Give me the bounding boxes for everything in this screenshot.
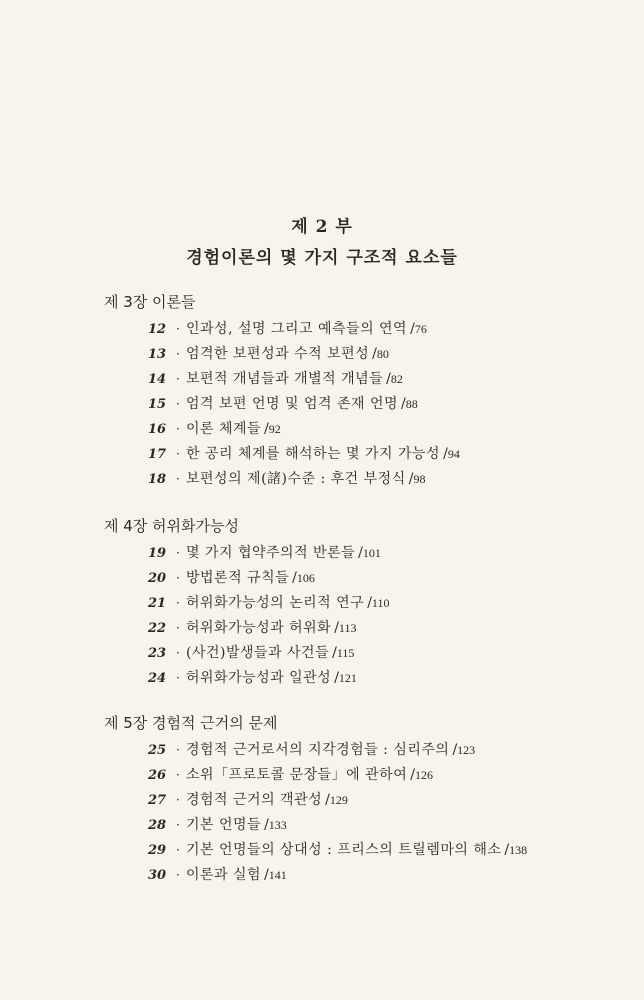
page-number: 101 — [362, 546, 381, 560]
section-number: 27 — [148, 793, 167, 808]
toc-entry — [148, 789, 348, 811]
section-number: 18 — [148, 472, 167, 487]
toc-entry — [148, 567, 315, 589]
section-title: 허위화가능성의 논리적 연구 — [186, 595, 365, 611]
bullet-dot: · — [176, 843, 180, 857]
section-number: 26 — [148, 768, 167, 783]
section-number: 29 — [148, 843, 167, 858]
bullet-dot: · — [176, 422, 180, 436]
page-separator: / — [367, 595, 372, 611]
page-separator: / — [386, 371, 391, 387]
page-separator: / — [264, 867, 269, 883]
section-number: 28 — [148, 818, 167, 833]
page-separator: / — [410, 321, 415, 337]
bullet-dot: · — [176, 571, 180, 585]
page-separator: / — [504, 842, 510, 858]
bullet-dot: · — [176, 671, 180, 685]
part-number: 제 2 부 — [291, 217, 353, 237]
page-number: 92 — [268, 422, 281, 436]
bullet-dot: · — [176, 372, 180, 386]
page-number: 123 — [457, 743, 476, 757]
page-number: 98 — [413, 472, 426, 486]
bullet-dot: · — [176, 546, 180, 560]
toc-entry — [148, 764, 433, 786]
page-separator: / — [325, 792, 330, 808]
section-number: 12 — [148, 322, 167, 337]
section-number: 15 — [148, 397, 167, 412]
page-number: 80 — [376, 347, 389, 361]
page-separator: / — [264, 817, 269, 833]
toc-entry — [148, 542, 381, 564]
toc-entry — [148, 667, 357, 689]
section-number: 23 — [148, 646, 167, 661]
page-number: 110 — [371, 596, 390, 610]
page-separator: / — [408, 471, 414, 487]
section-title: 소위「프로토콜 문장들」에 관하여 — [186, 767, 408, 783]
section-title: 엄격 보편 언명 및 엄격 존재 언명 — [186, 396, 399, 412]
section-number: 25 — [148, 743, 167, 758]
page-number: 129 — [329, 793, 348, 807]
section-title: 방법론적 규칙들 — [186, 570, 290, 586]
section-number: 19 — [148, 546, 167, 561]
section-title: 보편성의 제(諸)수준 : 후건 부정식 — [186, 471, 406, 487]
page-separator: / — [410, 767, 415, 783]
section-number: 24 — [148, 671, 167, 686]
page-number: 106 — [296, 571, 315, 585]
toc-entry — [148, 642, 354, 664]
bullet-dot: · — [176, 621, 180, 635]
section-title: 이론과 실험 — [186, 867, 262, 883]
toc-entry — [148, 468, 425, 490]
section-title: 기본 언명들 — [186, 817, 262, 833]
page-number: 121 — [338, 671, 357, 685]
chapter-title: 제 4장 허위화가능성 — [104, 517, 240, 535]
page-number: 76 — [414, 322, 427, 336]
page-number: 94 — [447, 447, 460, 461]
section-title: 경험적 근거의 객관성 — [186, 792, 323, 808]
page-separator: / — [264, 421, 269, 437]
page-separator: / — [452, 742, 458, 758]
page-number: 126 — [414, 768, 433, 782]
page-separator: / — [334, 670, 339, 686]
bullet-dot: · — [176, 743, 180, 757]
section-number: 16 — [148, 422, 167, 437]
section-title: 몇 가지 협약주의적 반론들 — [186, 545, 356, 561]
page-separator: / — [334, 620, 339, 636]
bullet-dot: · — [176, 768, 180, 782]
toc-entry — [148, 368, 403, 390]
page-separator: / — [358, 545, 363, 561]
page-number: 133 — [268, 818, 287, 832]
toc-entry — [148, 592, 389, 614]
toc-entry — [148, 418, 281, 440]
page-number: 115 — [336, 646, 355, 660]
page-number: 113 — [338, 621, 357, 635]
section-number: 20 — [148, 571, 167, 586]
bullet-dot: · — [176, 793, 180, 807]
toc-entry — [148, 443, 460, 465]
bullet-dot: · — [176, 397, 180, 411]
page-separator: / — [443, 446, 448, 462]
section-title: 기본 언명들의 상대성 : 프리스의 트릴렘마의 해소 — [186, 842, 502, 858]
section-title: 경험적 근거로서의 지각경험들 : 심리주의 — [186, 742, 450, 758]
page-separator: / — [332, 645, 337, 661]
toc-entry — [148, 864, 287, 886]
section-number: 13 — [148, 347, 167, 362]
toc-entry — [148, 839, 527, 861]
section-title: 엄격한 보편성과 수적 보편성 — [186, 346, 370, 362]
page-separator: / — [372, 346, 377, 362]
page-number: 141 — [268, 868, 287, 882]
bullet-dot: · — [176, 322, 180, 336]
page-separator: / — [292, 570, 297, 586]
section-title: 허위화가능성과 허위화 — [186, 620, 332, 636]
chapter-title: 제 5장 경험적 근거의 문제 — [104, 714, 278, 732]
page-separator: / — [401, 396, 406, 412]
bullet-dot: · — [176, 818, 180, 832]
part-title: 경험이론의 몇 가지 구조적 요소들 — [186, 248, 458, 268]
toc-entry — [148, 814, 287, 836]
section-number: 21 — [148, 596, 167, 611]
page-number: 82 — [390, 372, 403, 386]
section-title: 보편적 개념들과 개별적 개념들 — [186, 371, 384, 387]
section-number: 14 — [148, 372, 167, 387]
bullet-dot: · — [176, 868, 180, 882]
section-title: (사건)발생들과 사건들 — [186, 645, 330, 661]
section-number: 17 — [148, 447, 167, 462]
chapter-title: 제 3장 이론들 — [104, 293, 196, 311]
bullet-dot: · — [176, 347, 180, 361]
section-number: 22 — [148, 621, 167, 636]
bullet-dot: · — [176, 472, 180, 486]
toc-entry — [148, 318, 427, 340]
bullet-dot: · — [176, 447, 180, 461]
section-title: 이론 체계들 — [186, 421, 262, 437]
toc-entry — [148, 343, 389, 365]
section-title: 허위화가능성과 일관성 — [186, 670, 332, 686]
toc-entry — [148, 393, 418, 415]
toc-entry — [148, 739, 475, 761]
section-title: 인과성, 설명 그리고 예측들의 연역 — [186, 321, 408, 337]
toc-entry — [148, 617, 356, 639]
section-number: 30 — [148, 868, 167, 883]
page-number: 88 — [405, 397, 418, 411]
bullet-dot: · — [176, 646, 180, 660]
bullet-dot: · — [176, 596, 180, 610]
page-number: 138 — [509, 843, 528, 857]
section-title: 한 공리 체계를 해석하는 몇 가지 가능성 — [186, 446, 441, 462]
